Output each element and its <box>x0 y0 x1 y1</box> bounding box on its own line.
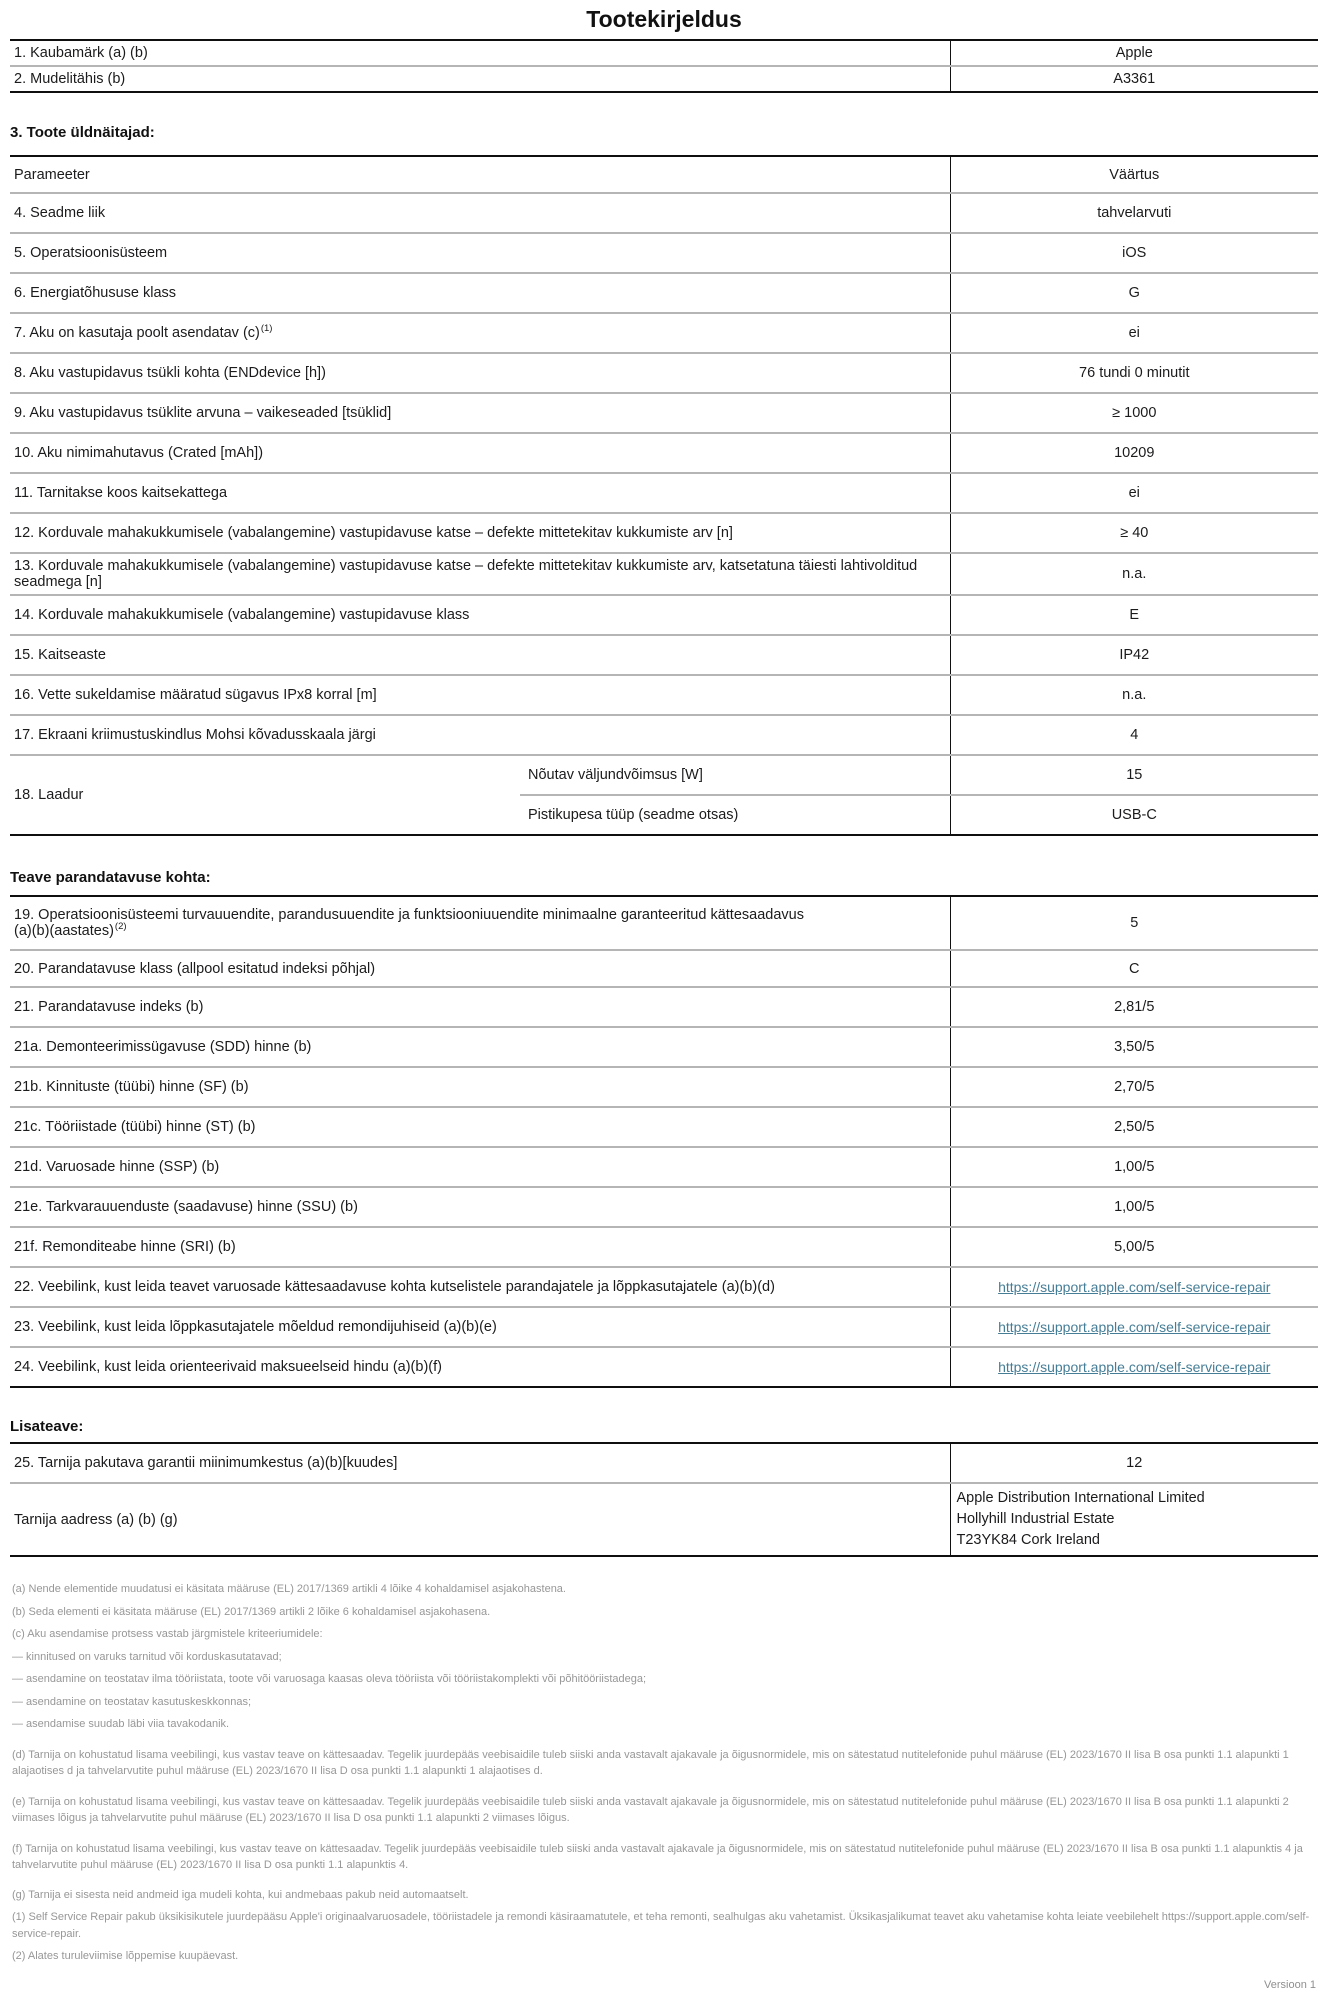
param-value: 76 tundi 0 minutit <box>950 353 1318 393</box>
param-value: 2,81/5 <box>950 987 1318 1027</box>
param-label: 7. Aku on kasutaja poolt asendatav $(c)^{(1)}$ <box>10 313 950 353</box>
table-row <box>10 1027 1318 1067</box>
table-row <box>10 40 1318 66</box>
footnote-c: (c) Aku asendamise protsess vastab järgmistele kriteeriumidele: <box>12 1628 323 1640</box>
table-row <box>10 1187 1318 1227</box>
table-row <box>10 950 1318 987</box>
table-row <box>10 715 1318 755</box>
param-value: USB-C <box>950 795 1318 835</box>
table-row <box>10 1443 1318 1483</box>
param-label: 6. Energiatõhususe klass <box>10 273 950 313</box>
table-row <box>10 233 1318 273</box>
param-value: n.a. <box>950 675 1318 715</box>
param-label: 18. Laadur <box>10 755 520 835</box>
repairability-table <box>10 895 1318 1388</box>
additional-info-table <box>10 1442 1318 1557</box>
param-value <box>950 1347 1318 1387</box>
param-value: iOS <box>950 233 1318 273</box>
param-label: 10. Aku nimimahutavus (Crated [mAh]) <box>10 433 950 473</box>
table-row <box>10 66 1318 92</box>
param-value: 4 <box>950 715 1318 755</box>
table-row <box>10 513 1318 553</box>
param-label: 17. Ekraani kriimustuskindlus Mohsi kõvadusskaala järgi <box>10 715 950 755</box>
param-label: 13. Korduvale mahakukkumisele (vabalangemine) vastupidavuse katse – defekte mittetekitav kukkumiste arv, katsetatuna täiesti lahtivolditud seadmega [n] <box>10 553 950 595</box>
param-label: 8. Aku vastupidavus tsükli kohta (ENDdevice [h]) <box>10 353 950 393</box>
charger-subparam-label: Nõutav väljundvõimsus [W] <box>520 755 950 795</box>
footnote-c-item: — asendamine on teostatav ilma tööriistata, toote või varuosaga kaasas oleva tööriista või tööriistakomplekti või põhitööriistadega; <box>12 1673 647 1685</box>
param-value: ei <box>950 313 1318 353</box>
table-row <box>10 433 1318 473</box>
footnote-a: (a) Nende elementide muudatusi ei käsitata määruse (EL) 2017/1369 artikli 4 lõike 4 kohaldamisel asjakohastena. <box>12 1583 566 1595</box>
table-row <box>10 273 1318 313</box>
section-heading-repair: Teave parandatavuse kohta: <box>10 869 211 886</box>
param-value: 2,70/5 <box>950 1067 1318 1107</box>
param-label: 21a. Demonteerimissügavuse (SDD) hinne (b) <box>10 1027 950 1067</box>
table-row <box>10 473 1318 513</box>
table-row <box>10 193 1318 233</box>
footnotes <box>10 1581 1318 1965</box>
param-label: 12. Korduvale mahakukkumisele (vabalangemine) vastupidavuse katse – defekte mittetekitav kukkumiste arv [n] <box>10 513 950 553</box>
footnote-c-item: — asendamise suudab läbi viia tavakodanik. <box>12 1718 230 1730</box>
param-value: ≥ 1000 <box>950 393 1318 433</box>
param-label: 19. Operatsioonisüsteemi turvauuendite, parandusuuendite ja funktsiooniuuendite minimaalne garanteeritud kättesaadavus (a)(b)(aastates)$^{(2)}$ <box>14 907 804 939</box>
table-header-row <box>10 156 1318 193</box>
section-heading-additional: Lisateave: <box>10 1418 84 1435</box>
param-label: 21c. Tööriistade (tüübi) hinne (ST) (b) <box>10 1107 950 1147</box>
footnote-b: (b) Seda elementi ei käsitata määruse (EL) 2017/1369 artikli 2 lõike 6 kohaldamisel asjakohasena. <box>12 1605 491 1618</box>
param-value: n.a. <box>950 553 1318 595</box>
footnote-ref: (2) <box>114 921 127 933</box>
footnote-c-item: — kinnitused on varuks tarnitud või korduskasutatavad; <box>12 1650 282 1663</box>
param-label: 2. Mudelitähis (b) <box>10 66 950 92</box>
param-value: 1,00/5 <box>950 1147 1318 1187</box>
table-row-charger <box>10 755 1318 795</box>
support-link[interactable]: https://support.apple.com/self-service-repair <box>998 1318 1271 1335</box>
param-value: IP42 <box>950 635 1318 675</box>
table-row <box>10 1067 1318 1107</box>
param-label: 25. Tarnija pakutava garantii miinimumkestus (a)(b)[kuudes] <box>14 1455 398 1471</box>
param-value: A3361 <box>950 66 1318 92</box>
param-label: 14. Korduvale mahakukkumisele (vabalangemine) vastupidavuse klass <box>10 595 950 635</box>
support-link[interactable]: https://support.apple.com/self-service-repair <box>998 1278 1271 1295</box>
footnote-c-item: — asendamine on teostatav kasutuskeskkonnas; <box>12 1695 252 1708</box>
param-value: C <box>950 950 1318 987</box>
param-label: 21d. Varuosade hinne (SSP) (b) <box>10 1147 950 1187</box>
table-row <box>10 1307 1318 1347</box>
table-row <box>10 393 1318 433</box>
footnote-e: (e) Tarnija on kohustatud lisama veebilingi, kus vastav teave on kättesaadav. Tegelik juurdepääs veebisaidile tuleb siiski anda vastavalt ajakavale ja õigusnormidele, mis on sätestatud nutitelefonide puhul määruse (EL) 2023/1670 II lisa B osa punkti 1.1 alapunkti 2 viimases lõigus ja tahvelarvutite puhul määruse (EL) 2023/1670 II lisa D osa punkti 1.1 alapunkti 2 viimases lõigus. <box>12 1795 1289 1824</box>
param-value: Apple <box>950 40 1318 66</box>
param-label: 15. Kaitseaste <box>10 635 950 675</box>
param-value: 2,50/5 <box>950 1107 1318 1147</box>
address-line: T23YK84 Cork Ireland <box>956 1532 1100 1548</box>
supplier-address <box>950 1483 1318 1556</box>
param-value: 5 <box>950 896 1318 950</box>
charger-subparam-label: Pistikupesa tüüp (seadme otsas) <box>520 795 950 835</box>
table-row <box>10 1147 1318 1187</box>
table-row <box>10 1107 1318 1147</box>
param-label: 21. Parandatavuse indeks (b) <box>10 987 950 1027</box>
table-row <box>10 675 1318 715</box>
page-title: Tootekirjeldus <box>586 6 742 32</box>
version-label: Versioon 1 <box>1264 1978 1316 1991</box>
param-value: E <box>950 595 1318 635</box>
param-value: ≥ 40 <box>950 513 1318 553</box>
footnote-f: (f) Tarnija on kohustatud lisama veebilingi, kus vastav teave on kättesaadav. Tegelik juurdepääs veebisaidile tuleb siiski anda vastavalt ajakavale ja õigusnormidele, mis on sätestatud nutitelefonide puhul määruse (EL) 2023/1670 II lisa B osa punkti 1.1 alapunktis 4 ja tahvelarvutite puhul määruse (EL) 2023/1670 II lisa D osa punkti 1.1 alapunktis 4. <box>12 1842 1303 1871</box>
table-row <box>10 1227 1318 1267</box>
param-value <box>950 1307 1318 1347</box>
support-link[interactable]: https://support.apple.com/self-service-repair <box>998 1358 1271 1375</box>
table-row <box>10 313 1318 353</box>
param-value: 3,50/5 <box>950 1027 1318 1067</box>
param-value: 12 <box>950 1443 1318 1483</box>
param-label: 22. Veebilink, kust leida teavet varuosade kättesaadavuse kohta kutselistele parandajatele ja lõppkasutajatele (a)(b)(d) <box>10 1267 950 1307</box>
table-row <box>10 1483 1318 1556</box>
general-table <box>10 155 1318 836</box>
param-label: 21f. Remonditeabe hinne (SRI) (b) <box>10 1227 950 1267</box>
footnote-g: (g) Tarnija ei sisesta neid andmeid iga mudeli kohta, kui andmebaas pakub neid automaatselt. <box>12 1888 469 1901</box>
footnote-1: (1) Self Service Repair pakub üksikisikutele juurdepääsu Apple'i originaalvaruosadele, tööriistadele ja remondi käsiraamatutele, et teha remonti, sealhulgas aku vahetamist. Üksikasjalikumat teavet aku vahetamise kohta leiate veebilehelt https://support.apple.com/self-service-repair. <box>12 1911 1310 1940</box>
param-label: 4. Seadme liik <box>10 193 950 233</box>
footnote-2: (2) Alates turuleviimise lõppemise kuupäevast. <box>12 1950 239 1962</box>
table-row <box>10 896 1318 950</box>
param-label: 24. Veebilink, kust leida orienteerivaid maksueelseid hindu (a)(b)(f) <box>10 1347 950 1387</box>
param-label: 1. Kaubamärk (a) (b) <box>14 45 148 61</box>
param-label: 20. Parandatavuse klass (allpool esitatud indeksi põhjal) <box>10 950 950 987</box>
param-label: 9. Aku vastupidavus tsüklite arvuna – vaikeseaded [tsüklid] <box>10 393 950 433</box>
param-value: 10209 <box>950 433 1318 473</box>
param-value: ei <box>950 473 1318 513</box>
table-row <box>10 353 1318 393</box>
footnote-ref: (1) <box>260 323 273 335</box>
identification-table <box>10 39 1318 93</box>
param-label: 11. Tarnitakse koos kaitsekattega <box>10 473 950 513</box>
table-row <box>10 987 1318 1027</box>
param-label: Tarnija aadress (a) (b) (g) <box>10 1483 950 1556</box>
param-value: tahvelarvuti <box>950 193 1318 233</box>
address-line: Apple Distribution International Limited <box>956 1490 1205 1506</box>
param-value: 15 <box>950 755 1318 795</box>
param-value: 1,00/5 <box>950 1187 1318 1227</box>
table-row <box>10 635 1318 675</box>
table-row <box>10 595 1318 635</box>
footnote-d: (d) Tarnija on kohustatud lisama veebilingi, kus vastav teave on kättesaadav. Tegelik juurdepääs veebisaidile tuleb siiski anda vastavalt ajakavale ja õigusnormidele, mis on sätestatud nutitelefonide puhul määruse (EL) 2023/1670 II lisa B osa punkti 1.1 alapunkti 1 alajaotises d ja tahvelarvutite puhul määruse (EL) 2023/1670 II lisa D osa punkti 1.1 alapunkti 1 alajaotises d. <box>12 1748 1289 1777</box>
column-header-value: Väärtus <box>950 156 1318 193</box>
table-row <box>10 1267 1318 1307</box>
param-value: G <box>950 273 1318 313</box>
table-row <box>10 1347 1318 1387</box>
param-value: 5,00/5 <box>950 1227 1318 1267</box>
column-header-parameter: Parameeter <box>14 166 90 183</box>
param-value <box>950 1267 1318 1307</box>
param-label: 21b. Kinnituste (tüübi) hinne (SF) (b) <box>10 1067 950 1107</box>
address-line: Hollyhill Industrial Estate <box>956 1511 1115 1527</box>
section-heading-general: 3. Toote üldnäitajad: <box>10 124 155 141</box>
table-row <box>10 553 1318 595</box>
param-label: 21e. Tarkvarauuenduste (saadavuse) hinne (SSU) (b) <box>10 1187 950 1227</box>
param-label: 23. Veebilink, kust leida lõppkasutajatele mõeldud remondijuhiseid (a)(b)(e) <box>10 1307 950 1347</box>
param-label: 5. Operatsioonisüsteem <box>10 233 950 273</box>
param-label: 16. Vette sukeldamise määratud sügavus IPx8 korral [m] <box>10 675 950 715</box>
